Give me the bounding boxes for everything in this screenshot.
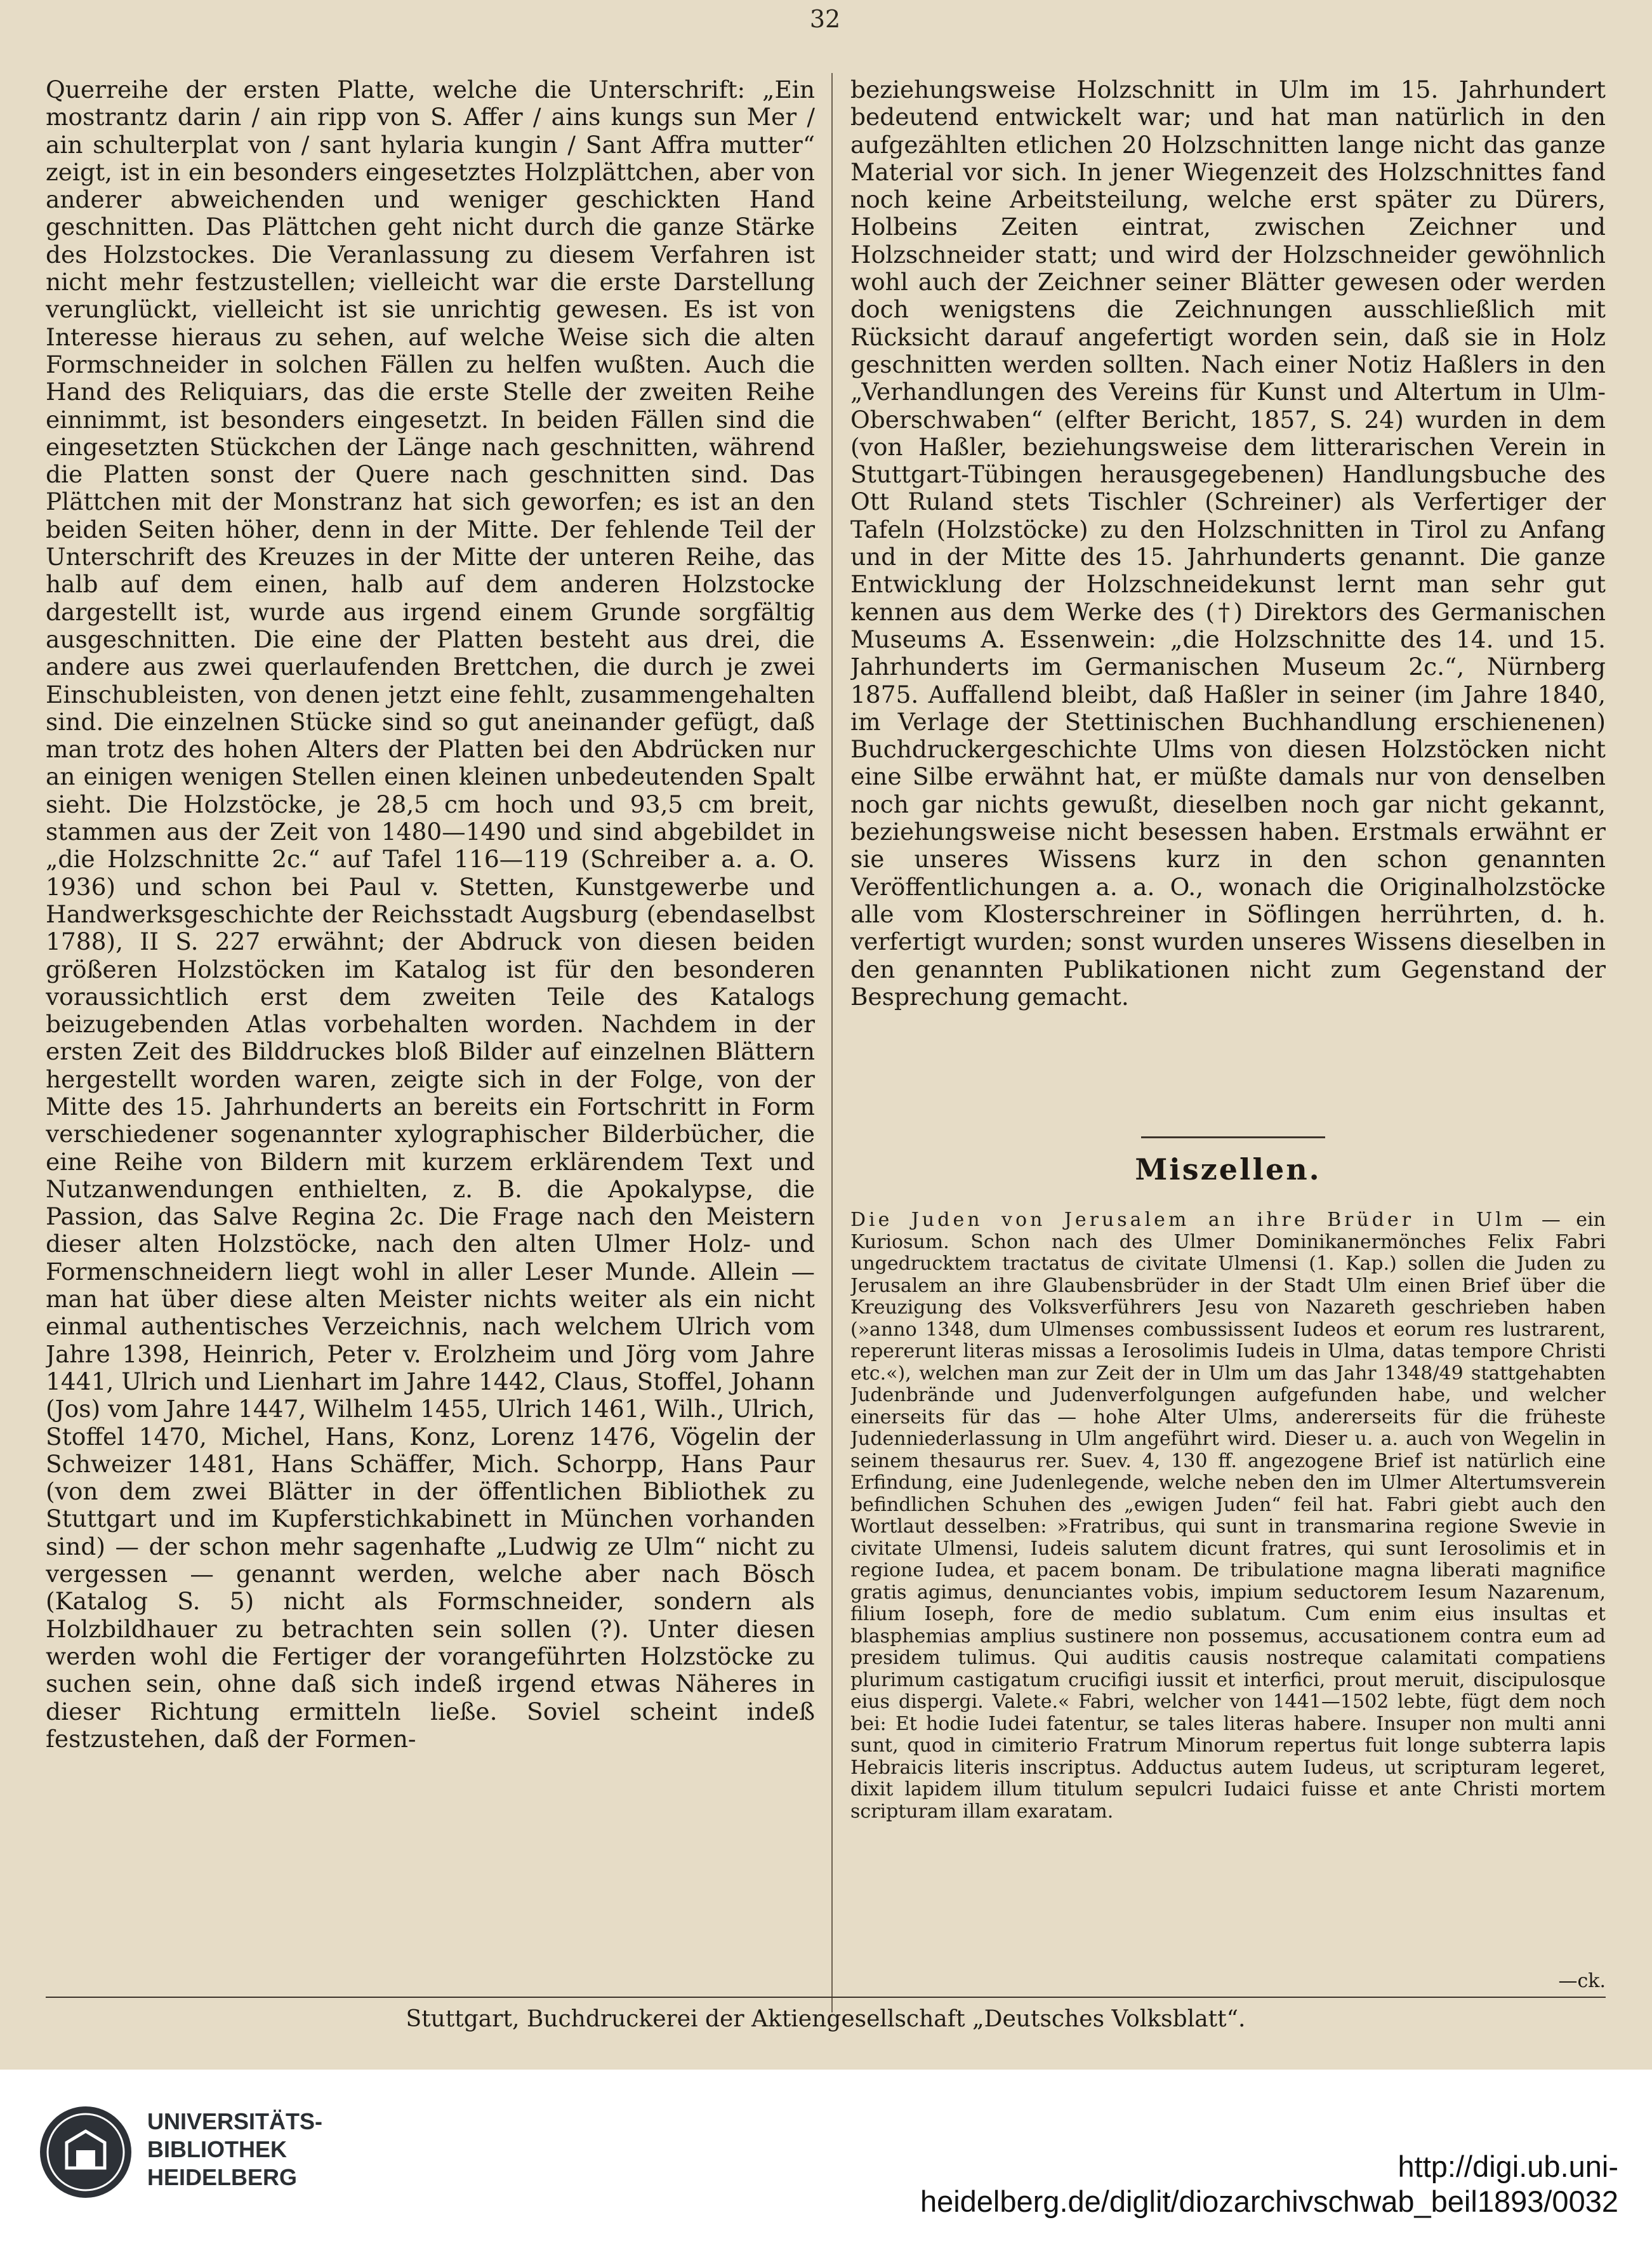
source-url-link[interactable]: http://digi.ub.uni-heidelberg.de/diglit/diozarchivschwab_beil1893/0032 bbox=[920, 2150, 1618, 2218]
author-signature: —ck. bbox=[1558, 1970, 1606, 1992]
library-name bbox=[147, 2108, 401, 2191]
page-number: 32 bbox=[809, 5, 841, 33]
miscellany-heading: Miszellen. bbox=[1135, 1152, 1321, 1187]
miscellany-article bbox=[850, 1209, 1606, 1978]
library-name-line: UNIVERSITÄTS- bbox=[147, 2108, 323, 2134]
right-column-text: beziehungsweise Holzschnitt in Ulm im 15. Jahrhundert bedeutend entwickelt war; und hat man natürlich in den aufgezählten etlichen 20 Holzschnitten lange nicht das ganze Material vor sich. In jener Wiegenzeit des Holzschnittes fand noch keine Arbeitsteilung, welche erst später zu Dürers, Holbeins Zeiten eintrat, zwischen Zeichner und Holzschneider statt; und wird der Holzschneider gewöhnlich wohl auch der Zeichner seiner Blätter gewesen oder werden doch wenigstens die Zeichnungen ausschließlich mit Rücksicht darauf angefertigt worden sein, daß sie in Holz geschnitten werden sollten. Nach einer Notiz Haßlers in den „Verhandlungen des Vereins für Kunst und Altertum in Ulm-Oberschwaben“ (elfter Bericht, 1857, S. 24) wurden in dem (von Haßler, beziehungsweise dem litterarischen Verein in Stuttgart-Tübingen herausgegebenen) Handlungsbuche des Ott Ruland stets Tischler (Schreiner) als Verfertiger der Tafeln (Holzstöcke) zu den Holzschnitten in Tirol zu Anfang und in der Mitte des 15. Jahrhunderts genannt. Die ganze Entwicklung der Holzschneidekunst lernt man sehr gut kennen aus dem Werke des (†) Direktors des Germanischen Museums A. Essenwein: „die Holzschnitte des 14. und 15. Jahrhunderts im Germanischen Museum 2c.“, Nürnberg 1875. Auffallend bleibt, daß Haßler in seiner (im Jahre 1840, im Verlage der Stettinischen Buchhandlung erschienenen) Buchdruckergeschichte Ulms von diesen Holzstöcken nicht eine Silbe erwähnt hat, er müßte damals nur von denselben noch gar nichts gewußt, dieselben noch gar nicht gekannt, beziehungsweise nicht besessen haben. Erstmals erwähnt er sie unseres Wissens kurz in den schon genannten Veröffentlichungen a. a. O., wonach die Originalholzstöcke alle vom Klosterschreiner in Söflingen herrührten, d. h. verfertigt wurden; sonst wurden unseres Wissens dieselben in den genannten Publikationen nicht zum Gegenstand der Besprechung gemacht. bbox=[850, 76, 1606, 1011]
miscellany-article-body: — ein Kuriosum. Schon nach des Ulmer Dominikanermönches Felix Fabri ungedrucktem tractatus de civitate Ulmensi (1. Kap.) sollen die Juden zu Jerusalem an ihre Glaubensbrüder in der Stadt Ulm einen Brief über die Kreuzigung des Volksverführers Jesu von Nazareth geschrieben haben (»anno 1348, dum Ulmenses combussissent Iudeos et eorum res lustrarent, repererunt literas missas a Ierosolimis Iudeis in Ulma, datas tempore Christi etc.«), welchen man zur Zeit der in Ulm um das Jahr 1348/49 stattgehabten Judenbrände und Judenverfolgungen aufgefunden habe, und welcher einerseits für das — hohe Alter Ulms, andererseits für die früheste Judenniederlassung in Ulm angeführt wird. Dieser u. a. auch von Wegelin in seinem thesaurus rer. Suev. 4, 130 ff. angezogene Brief ist natürlich eine Erfindung, eine Judenlegende, welche neben den im Ulmer Altertumsverein befindlichen Schuhen des „ewigen Juden“ feil hat. Fabri giebt auch den Wortlaut desselben: »Fratribus, qui sunt in transmarina regione Swevie in civitate Ulmensi, Iudeis salutem dicunt fratres, qui sunt Ierosolimis et in regione Iudea, et pacem bonam. De tribulatione magna liberati magnifice gratis agimus, denunciantes vobis, impium seductorem Iesum Nazarenum, filium Ioseph, fore de medio sublatum. Cum enim eius insultas et blasphemias amplius sustinere non possemus, accusationem contra eum ad presidem tulimus. Qui auditis causis nostreque calamitati compatiens plurimum castigatum crucifigi iussit et interfici, prout meruit, discipulosque eius dispergi. Valete.« Fabri, welcher von 1441—1502 lebte, fügt dem noch bei: Et hodie Iudei fatentur, se tales literas habere. Insuper non multi anni sunt, quod in cimiterio Fratrum Minorum repertus fuit longe subterra lapis Hebraicis literis inscriptus. Adductus autem Iudeus, ut scripturam legeret, dixit lapidem illum titulum sepulcri Iudaici fuisse et ante Christi mortem scripturam illam exaratam. bbox=[850, 1209, 1606, 1823]
left-column-text: Querreihe der ersten Platte, welche die Unterschrift: „Ein mostrantz darin / ain ripp von S. Affer / ains kungs sun Mer / ain schulterplat von / sant hylaria kungin / Sant Affra mutter“ zeigt, ist in ein besonders eingesetztes Holzplättchen, aber von anderer abweichenden und weniger geschickten Hand geschnitten. Das Plättchen geht nicht durch die ganze Stärke des Holzstockes. Die Veranlassung zu diesem Verfahren ist nicht mehr festzustellen; vielleicht war die erste Darstellung verunglückt, vielleicht ist sie unrichtig gewesen. Es ist von Interesse hieraus zu sehen, auf welche Weise sich die alten Formschneider in solchen Fällen zu helfen wußten. Auch die Hand des Reliquiars, das die erste Stelle der zweiten Reihe einnimmt, ist besonders eingesetzt. In beiden Fällen sind die eingesetzten Stückchen der Länge nach geschnitten, während die Platten sonst der Quere nach geschnitten sind. Das Plättchen mit der Monstranz hat sich geworfen; es ist an den beiden Seiten höher, denn in der Mitte. Der fehlende Teil der Unterschrift des Kreuzes in der Mitte der unteren Reihe, das halb auf dem einen, halb auf dem anderen Holzstocke dargestellt ist, wurde aus irgend einem Grunde sorgfältig ausgeschnitten. Die eine der Platten besteht aus drei, die andere aus zwei querlaufenden Brettchen, die durch je zwei Einschubleisten, von denen jetzt eine fehlt, zusammengehalten sind. Die einzelnen Stücke sind so gut aneinander gefügt, daß man trotz des hohen Alters der Platten bei den Abdrücken nur an einigen wenigen Stellen einen kleinen unbedeutenden Spalt sieht. Die Holzstöcke, je 28,5 cm hoch und 93,5 cm breit, stammen aus der Zeit von 1480—1490 und sind abgebildet in „die Holzschnitte 2c.“ auf Tafel 116—119 (Schreiber a. a. O. 1936) und schon bei Paul v. Stetten, Kunstgewerbe und Handwerksgeschichte der Reichsstadt Augsburg (ebendaselbst 1788), II S. 227 erwähnt; der Abdruck von diesen beiden größeren Holzstöcken im Katalog ist für den besonderen voraussichtlich erst dem zweiten Teile des Katalogs beizugebenden Atlas vorbehalten worden. Nachdem in der ersten Zeit des Bilddruckes bloß Bilder auf einzelnen Blättern hergestellt worden waren, zeigte sich in der Folge, von der Mitte des 15. Jahrhunderts an bereits ein Fortschritt in Form verschiedener sogenannter xylographischer Bilderbücher, die eine Reihe von Bildern mit kurzem erklärendem Text und Nutzanwendungen enthielten, z. B. die Apokalypse, die Passion, das Salve Regina 2c. Die Frage nach den Meistern dieser alten Holzstöcke, nach den alten Ulmer Holz- und Formenschneidern liegt wohl in aller Leser Munde. Allein — man hat über diese alten Meister nichts weiter als ein nicht einmal authentisches Verzeichnis, nach welchem Ulrich vom Jahre 1398, Heinrich, Peter v. Erolzheim und Jörg vom Jahre 1441, Ulrich und Lienhart im Jahre 1442, Claus, Stoffel, Johann (Jos) vom Jahre 1447, Wilhelm 1455, Ulrich 1461, Wilh., Ulrich, Stoffel 1470, Michel, Hans, Konz, Lorenz 1476, Vögelin der Schweizer 1481, Hans Schäffer, Mich. Schorpp, Hans Paur (von dem zwei Blätter in der öffentlichen Bibliothek zu Stuttgart und im Kupferstichkabinett in München vorhanden sind) — der schon mehr sagenhafte „Ludwig ze Ulm“ nicht zu vergessen — genannt werden, welche aber nach Bösch (Katalog S. 5) nicht als Formschneider, sondern als Holzbildhauer zu betrachten sein sollen (?). Unter diesen werden wohl die Fertiger der vorangeführten Holzstöcke zu suchen sein, ohne daß sich indeß irgend etwas Näheres in dieser Richtung ermitteln ließe. Soviel scheint indeß festzustehen, daß der Formen- bbox=[46, 76, 815, 1753]
miscellany-article-title: Die Juden von Jerusalem an ihre Brüder in Ulm bbox=[850, 1209, 1526, 1231]
right-column bbox=[850, 76, 1606, 1092]
footer-divider bbox=[46, 1997, 1606, 1998]
library-name-line: BIBLIOTHEK bbox=[147, 2136, 287, 2162]
column-divider bbox=[831, 73, 833, 2012]
left-column bbox=[46, 76, 815, 2006]
university-seal-icon bbox=[38, 2105, 133, 2200]
library-name-line: HEIDELBERG bbox=[147, 2164, 298, 2190]
printer-imprint: Stuttgart, Buchdruckerei der Aktiengesellschaft „Deutsches Volksblatt“. bbox=[406, 2006, 1246, 2032]
section-divider bbox=[1141, 1136, 1325, 1138]
